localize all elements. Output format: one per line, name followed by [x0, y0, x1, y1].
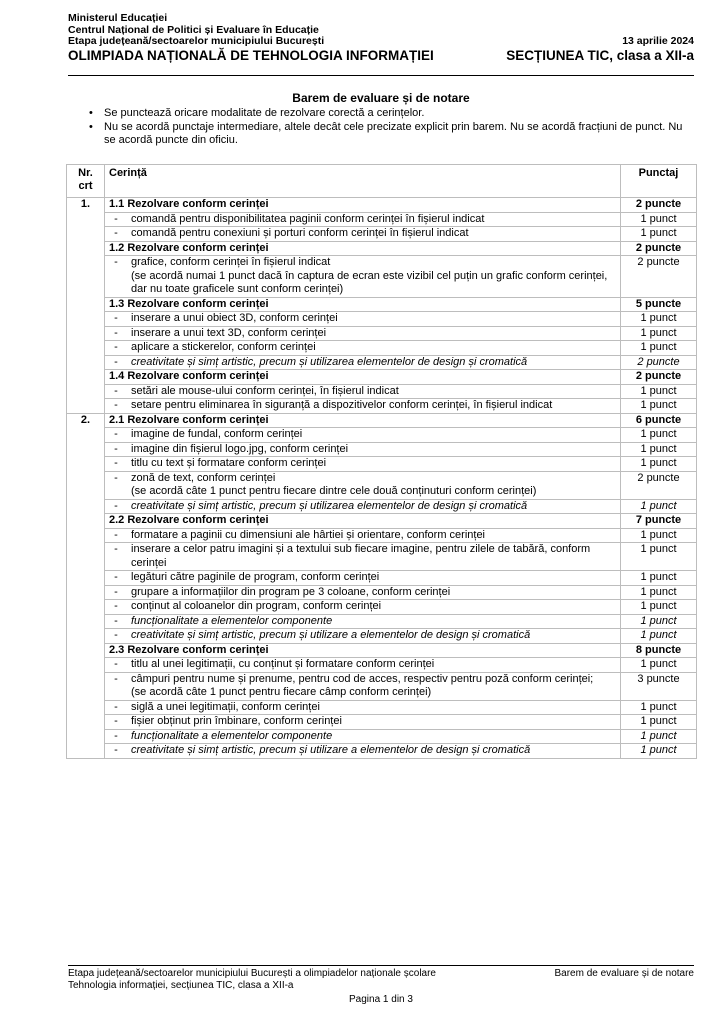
criterion-text: comandă pentru disponibilitatea paginii conform cerinței în fișierul indicat [131, 212, 485, 225]
criterion-text: conținut al coloanelor din program, conform cerinței [131, 600, 382, 612]
criterion-text-wrap [109, 356, 616, 370]
criterion-line [131, 399, 616, 413]
criterion-text: titlu cu text și formatare conform cerinței [131, 457, 327, 469]
criterion-text-wrap [109, 457, 616, 471]
criterion-row [67, 528, 697, 543]
dash-marker: - [114, 355, 118, 368]
criterion-row [67, 571, 697, 586]
criterion-row [67, 700, 697, 715]
criterion-points: 1 punct [621, 585, 697, 600]
section-row [67, 198, 697, 213]
column-header-nr: Nr. crt [67, 165, 105, 198]
criterion-cell [105, 585, 621, 600]
criterion-row [67, 543, 697, 571]
criterion-points: 1 punct [621, 729, 697, 744]
criterion-text: funcționalitate a elementelor componente [131, 729, 333, 742]
criterion-text-wrap [109, 673, 616, 700]
criterion-text: titlu al unei legitimații, cu conținut și formatare conform cerinței [131, 658, 435, 670]
dash-marker: - [114, 326, 118, 339]
instructions-list [82, 107, 694, 148]
criterion-text-wrap [109, 586, 616, 600]
dash-marker: - [114, 729, 118, 742]
section-row [67, 413, 697, 428]
criterion-points: 1 punct [621, 384, 697, 399]
criterion-row [67, 428, 697, 443]
criterion-text: fișier obținut prin îmbinare, conform cerinței [131, 715, 342, 727]
criterion-note: (se acordă câte 1 punct pentru fiecare câmp conform cerinței) [131, 686, 432, 698]
criterion-line [131, 730, 616, 744]
stage-name: Etapa județeană/sectoarelor municipiului București [68, 35, 325, 47]
criterion-cell [105, 571, 621, 586]
criterion-text: câmpuri pentru nume și prenume, pentru cod de acces, respectiv pentru poză conform cerinței; [131, 672, 594, 685]
dash-marker: - [114, 471, 118, 484]
dash-marker: - [114, 212, 118, 225]
criterion-text-wrap [109, 472, 616, 499]
dash-marker: - [114, 715, 118, 727]
criterion-text-wrap [109, 428, 616, 442]
criterion-text: inserare a unui text 3D, conform cerinței [131, 326, 327, 339]
section-points: 7 puncte [621, 514, 697, 529]
criterion-text: imagine de fundal, conform cerinței [131, 428, 303, 440]
dash-marker: - [114, 428, 118, 440]
section-row [67, 643, 697, 658]
criterion-cell [105, 729, 621, 744]
criterion-cell [105, 658, 621, 673]
criterion-text-wrap [109, 658, 616, 672]
criterion-cell [105, 744, 621, 759]
section-row [67, 241, 697, 256]
dash-marker: - [114, 571, 118, 583]
criterion-text: inserare a unui obiect 3D, conform cerinței [131, 312, 338, 324]
criterion-cell [105, 629, 621, 644]
criterion-points: 1 punct [621, 700, 697, 715]
criterion-row [67, 399, 697, 414]
section-name: SECȚIUNEA TIC, clasa a XII-a [506, 47, 694, 63]
dash-marker: - [114, 499, 118, 512]
criterion-points: 1 punct [621, 528, 697, 543]
criterion-row [67, 471, 697, 499]
criterion-cell [105, 355, 621, 370]
criterion-points: 2 puncte [621, 471, 697, 499]
document-footer [68, 968, 694, 992]
section-title: 1.4 Rezolvare conform cerinței [105, 370, 621, 385]
criterion-row [67, 312, 697, 327]
criterion-row [67, 600, 697, 615]
criterion-text-wrap [109, 701, 616, 715]
criterion-text: setări ale mouse-ului conform cerinței, în fișierul indicat [131, 384, 399, 397]
criterion-line [131, 500, 616, 514]
dash-marker: - [114, 600, 118, 612]
criterion-text: siglă a unei legitimații, conform cerinței [131, 700, 320, 713]
section-points: 6 puncte [621, 413, 697, 428]
criterion-note: (se acordă câte 1 punct pentru fiecare dintre cele două conținuturi conform cerinței) [131, 485, 537, 497]
instruction-item: • Se punctează oricare modalitate de rezolvare corectă a cerințelor. [82, 107, 694, 121]
criterion-points: 1 punct [621, 744, 697, 759]
criterion-text: inserare a celor patru imagini și a textului sub fiecare imagine, pentru zilele de tabără, conform cerinței [131, 543, 591, 569]
criterion-line [131, 213, 616, 227]
criterion-text-wrap [109, 571, 616, 585]
section-title: 2.1 Rezolvare conform cerinței [105, 413, 621, 428]
criterion-points: 1 punct [621, 428, 697, 443]
dash-marker: - [114, 256, 118, 268]
criterion-points: 1 punct [621, 341, 697, 356]
criterion-points: 1 punct [621, 629, 697, 644]
criterion-line [131, 543, 616, 570]
criterion-row [67, 227, 697, 242]
criterion-text: creativitate și simț artistic, precum și utilizarea elementelor de design și cromatică [131, 499, 528, 512]
criterion-line [131, 586, 616, 600]
olympiad-name: OLIMPIADA NAȚIONALĂ DE TEHNOLOGIA INFORMAȚIEI [68, 47, 434, 63]
criterion-points: 1 punct [621, 715, 697, 730]
criterion-text-wrap [109, 730, 616, 744]
criterion-points: 3 puncte [621, 672, 697, 700]
criterion-text: zonă de text, conform cerinței [131, 471, 276, 484]
section-row [67, 514, 697, 529]
criterion-text-wrap [109, 341, 616, 355]
dash-marker: - [114, 658, 118, 670]
section-title: 1.2 Rezolvare conform cerinței [105, 241, 621, 256]
criterion-points: 1 punct [621, 614, 697, 629]
criterion-cell [105, 600, 621, 615]
criterion-points: 2 puncte [621, 256, 697, 298]
criterion-text: formatare a paginii cu dimensiuni ale hârtiei și orientare, conform cerinței [131, 528, 486, 541]
criterion-points: 1 punct [621, 658, 697, 673]
criterion-row [67, 658, 697, 673]
table-body [67, 198, 697, 759]
criterion-line [131, 356, 616, 370]
criterion-text-wrap [109, 543, 616, 570]
page-title: Barem de evaluare și de notare [292, 91, 470, 105]
criterion-cell [105, 499, 621, 514]
criterion-points: 1 punct [621, 600, 697, 615]
criterion-cell [105, 312, 621, 327]
criterion-cell [105, 227, 621, 242]
footer-divider [68, 965, 694, 966]
criterion-text: setare pentru eliminarea în siguranță a dispozitivelor conform cerinței, în fișierul indicat [131, 399, 553, 411]
criterion-line [131, 256, 616, 270]
criterion-text: imagine din fișierul logo.jpg, conform cerinței [131, 442, 349, 455]
criterion-row [67, 715, 697, 730]
criterion-text: creativitate și simț artistic, precum și utilizare a elementelor de design și cromatică [131, 744, 531, 756]
scoring-table [66, 164, 697, 759]
criterion-cell [105, 457, 621, 472]
dash-marker: - [114, 543, 118, 555]
criterion-row [67, 499, 697, 514]
dash-marker: - [114, 442, 118, 455]
exam-date: 13 aprilie 2024 [622, 35, 694, 47]
header-divider [68, 75, 694, 76]
criterion-text: grafice, conform cerinței în fișierul indicat [131, 256, 331, 268]
criterion-text-wrap [109, 443, 616, 457]
footer-stage: Etapa județeană/sectoarelor municipiului București a olimpiadelor naționale școlare [68, 968, 436, 979]
document-header [68, 13, 694, 63]
criterion-line [131, 428, 616, 442]
section-title: 2.3 Rezolvare conform cerinței [105, 643, 621, 658]
section-title: 1.3 Rezolvare conform cerinței [105, 297, 621, 312]
criterion-text-wrap [109, 615, 616, 629]
criterion-text: aplicare a stickerelor, conform cerinței [131, 341, 316, 353]
criterion-cell [105, 471, 621, 499]
dash-marker: - [114, 341, 118, 353]
criterion-line [131, 715, 616, 729]
criterion-row [67, 457, 697, 472]
criterion-line [131, 629, 616, 643]
dash-marker: - [114, 457, 118, 469]
table-header-row [67, 165, 697, 198]
criterion-line [131, 457, 616, 471]
section-title: 1.1 Rezolvare conform cerinței [105, 198, 621, 213]
criterion-text-wrap [109, 327, 616, 341]
dash-marker: - [114, 614, 118, 627]
criterion-text: funcționalitate a elementelor componente [131, 614, 333, 627]
criterion-cell [105, 212, 621, 227]
criterion-row [67, 672, 697, 700]
criterion-text-wrap [109, 744, 616, 758]
criterion-points: 1 punct [621, 312, 697, 327]
criterion-text: comandă pentru conexiuni și porturi conform cerinței în fișierul indicat [131, 227, 469, 239]
row-number: 1. [67, 198, 105, 414]
dash-marker: - [114, 672, 118, 685]
criterion-line [131, 600, 616, 614]
dash-marker: - [114, 227, 118, 239]
dash-marker: - [114, 700, 118, 713]
dash-marker: - [114, 585, 118, 598]
criterion-cell [105, 672, 621, 700]
criterion-row [67, 341, 697, 356]
criterion-cell [105, 715, 621, 730]
criterion-points: 1 punct [621, 442, 697, 457]
section-points: 2 puncte [621, 198, 697, 213]
footer-subject: Tehnologia informației, secțiunea TIC, clasa a XII-a [68, 980, 294, 991]
criterion-text-wrap [109, 399, 616, 413]
criterion-cell [105, 384, 621, 399]
criterion-text-wrap [109, 227, 616, 241]
criterion-row [67, 629, 697, 644]
dash-marker: - [114, 399, 118, 411]
criterion-line [131, 443, 616, 457]
criterion-line [131, 744, 616, 758]
criterion-note: (se acordă numai 1 punct dacă în captura de ecran este vizibil cel puțin un grafic conform cerinței, dar nu toate graficele sunt conform cerinței) [131, 269, 608, 295]
dash-marker: - [114, 312, 118, 324]
criterion-cell [105, 428, 621, 443]
dash-marker: - [114, 629, 118, 641]
criterion-row [67, 384, 697, 399]
criterion-cell [105, 256, 621, 298]
criterion-text: creativitate și simț artistic, precum și utilizarea elementelor de design și cromatică [131, 355, 528, 368]
criterion-text-wrap [109, 715, 616, 729]
dash-marker: - [114, 384, 118, 397]
criterion-row [67, 729, 697, 744]
criterion-text-wrap [109, 529, 616, 543]
section-points: 5 puncte [621, 297, 697, 312]
column-header-requirement: Cerință [105, 165, 621, 198]
criterion-text-wrap [109, 600, 616, 614]
section-row [67, 370, 697, 385]
section-row [67, 297, 697, 312]
criterion-points: 1 punct [621, 399, 697, 414]
criterion-text: grupare a informațiilor din program pe 3 coloane, conform cerinței [131, 585, 451, 598]
criterion-cell [105, 442, 621, 457]
criterion-cell [105, 614, 621, 629]
criterion-row [67, 326, 697, 341]
criterion-row [67, 256, 697, 298]
section-points: 2 puncte [621, 241, 697, 256]
criterion-row [67, 744, 697, 759]
criterion-line [131, 673, 616, 687]
criterion-row [67, 355, 697, 370]
criterion-line [131, 227, 616, 241]
dash-marker: - [114, 744, 118, 756]
section-title: 2.2 Rezolvare conform cerinței [105, 514, 621, 529]
criterion-text-wrap [109, 385, 616, 399]
criterion-text: creativitate și simț artistic, precum și utilizare a elementelor de design și cromatică [131, 629, 531, 641]
column-header-points: Punctaj [621, 165, 697, 198]
center-name: Centrul Național de Politici și Evaluare în Educație [68, 23, 319, 36]
criterion-line [131, 385, 616, 399]
criterion-cell [105, 341, 621, 356]
criterion-points: 1 punct [621, 571, 697, 586]
criterion-points: 1 punct [621, 543, 697, 571]
criterion-line [131, 341, 616, 355]
instruction-item: • Nu se acordă punctaje intermediare, altele decât cele precizate explicit prin barem. Nu se acordă fracțiuni de punct. Nu se acordă puncte din oficiu. [82, 121, 694, 148]
criterion-text-wrap [109, 213, 616, 227]
section-points: 8 puncte [621, 643, 697, 658]
criterion-row [67, 442, 697, 457]
footer-doc-type: Barem de evaluare și de notare [554, 968, 694, 979]
criterion-line [131, 529, 616, 543]
criterion-cell [105, 326, 621, 341]
criterion-points: 1 punct [621, 499, 697, 514]
criterion-line [131, 658, 616, 672]
criterion-text-wrap [109, 256, 616, 297]
page-number: Pagina 1 din 3 [349, 994, 413, 1005]
row-number: 2. [67, 413, 105, 758]
criterion-line [131, 701, 616, 715]
criterion-points: 1 punct [621, 326, 697, 341]
criterion-text: legături către paginile de program, conform cerinței [131, 571, 380, 583]
criterion-points: 1 punct [621, 227, 697, 242]
criterion-row [67, 585, 697, 600]
dash-marker: - [114, 528, 118, 541]
criterion-line [131, 472, 616, 486]
criterion-text-wrap [109, 629, 616, 643]
criterion-line [131, 571, 616, 585]
section-points: 2 puncte [621, 370, 697, 385]
criterion-cell [105, 399, 621, 414]
criterion-row [67, 212, 697, 227]
criterion-points: 1 punct [621, 212, 697, 227]
criterion-points: 2 puncte [621, 355, 697, 370]
criterion-row [67, 614, 697, 629]
criterion-points: 1 punct [621, 457, 697, 472]
criterion-line [131, 312, 616, 326]
criterion-cell [105, 543, 621, 571]
criterion-text-wrap [109, 500, 616, 514]
criterion-cell [105, 528, 621, 543]
criterion-text-wrap [109, 312, 616, 326]
criterion-cell [105, 700, 621, 715]
criterion-line [131, 327, 616, 341]
criterion-line [131, 615, 616, 629]
ministry-name: Ministerul Educației [68, 12, 168, 24]
